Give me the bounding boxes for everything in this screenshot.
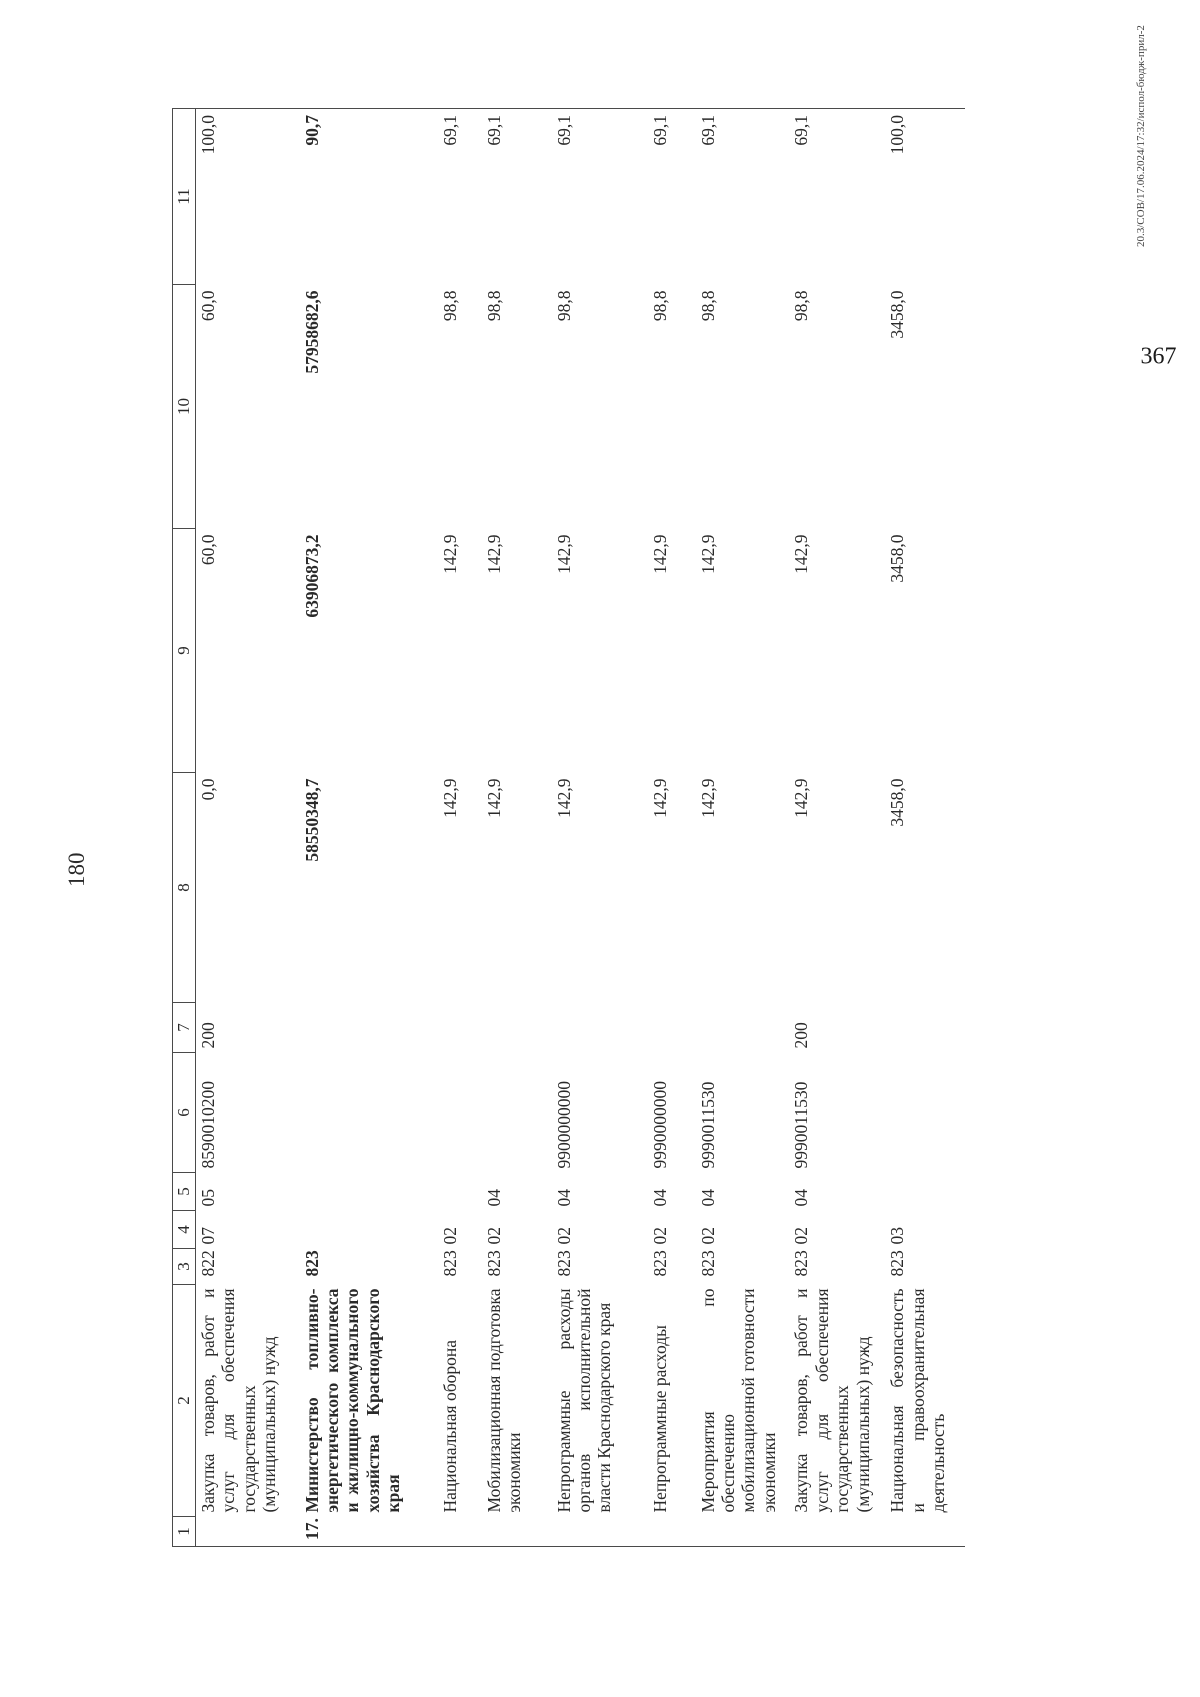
- cell-col-9: 60,0: [198, 534, 218, 566]
- cell-col-7: [438, 1003, 482, 1053]
- cell-col-5: 05: [198, 1189, 218, 1207]
- cell-col-11: 69,1: [482, 109, 552, 285]
- cell-col-3: 823: [483, 1250, 504, 1277]
- header-col-10: 10: [173, 285, 196, 529]
- cell-col-3: 823: [301, 1250, 322, 1277]
- table-row: [552, 109, 648, 1547]
- cell-col-9: 3458,0: [887, 534, 908, 583]
- header-col-6: 6: [173, 1053, 196, 1173]
- cell-col-1: [552, 1517, 648, 1547]
- cell-col-10: 3458,0: [887, 290, 908, 339]
- cell-col-8: 142,9: [483, 778, 504, 818]
- cell-col-4: 02: [697, 1227, 718, 1245]
- cell-col-6: 9990011530: [697, 1081, 718, 1169]
- table-row: [789, 109, 885, 1547]
- cell-col-7: [885, 1003, 965, 1053]
- cell-col-5: [300, 1173, 438, 1211]
- table-body: [196, 109, 966, 1547]
- table-row: [885, 109, 965, 1547]
- cell-col-11: 100,0: [196, 109, 300, 285]
- cell-col-1: [438, 1517, 482, 1547]
- cell-col-2: Мероприятия по обеспечению мобилизационной готовности экономики: [697, 1288, 779, 1513]
- cell-col-2: Национальная оборона: [439, 1340, 460, 1513]
- cell-col-7: [482, 1003, 552, 1053]
- cell-col-5: 04: [483, 1189, 504, 1207]
- cell-col-5: 04: [791, 1189, 812, 1207]
- cell-col-7: 200: [198, 1022, 218, 1049]
- cell-col-10: 98,8: [791, 290, 812, 322]
- cell-col-11: 69,1: [696, 109, 790, 285]
- cell-col-8: 142,9: [791, 778, 812, 818]
- cell-col-10: 57958682,6: [301, 290, 322, 374]
- cell-col-3: 822: [198, 1250, 218, 1277]
- cell-col-1: 17.: [300, 1517, 438, 1547]
- header-col-1: 1: [173, 1517, 196, 1547]
- cell-col-8: 142,9: [439, 778, 460, 818]
- column-number-row: [173, 109, 196, 1547]
- cell-col-10: 98,8: [697, 290, 718, 322]
- cell-col-1: [696, 1517, 790, 1547]
- cell-col-2: Закупка товаров, работ и услуг для обеспечения государственных (муниципальных) нужд: [198, 1288, 280, 1513]
- cell-col-8: 58550348,7: [301, 778, 322, 862]
- cell-col-1: [196, 1517, 300, 1547]
- cell-col-8: 142,9: [553, 778, 574, 818]
- cell-col-10: 60,0: [198, 290, 218, 322]
- cell-col-6: [482, 1053, 552, 1173]
- header-col-9: 9: [173, 529, 196, 773]
- cell-col-5: 04: [697, 1189, 718, 1207]
- cell-col-3: 823: [649, 1250, 670, 1277]
- sheet-number: 367: [1140, 343, 1177, 370]
- cell-col-6: 9990000000: [649, 1081, 670, 1169]
- cell-col-11: 90,7: [300, 109, 438, 285]
- cell-col-3: 823: [887, 1250, 908, 1277]
- header-col-8: 8: [173, 773, 196, 1003]
- cell-col-11: 69,1: [438, 109, 482, 285]
- cell-col-1: [482, 1517, 552, 1547]
- cell-col-6: 8590010200: [198, 1081, 218, 1169]
- cell-col-4: 02: [483, 1227, 504, 1245]
- cell-col-9: 142,9: [439, 534, 460, 574]
- cell-col-7: [552, 1003, 648, 1053]
- cell-col-6: [300, 1053, 438, 1173]
- table-row: [648, 109, 696, 1547]
- cell-col-9: 142,9: [483, 534, 504, 574]
- header-col-11: 11: [173, 109, 196, 285]
- cell-col-8: 142,9: [697, 778, 718, 818]
- cell-col-5: 04: [649, 1189, 670, 1207]
- header-col-2: 2: [173, 1285, 196, 1517]
- cell-col-10: 98,8: [483, 290, 504, 322]
- table-row: [300, 109, 438, 1547]
- cell-col-4: 02: [553, 1227, 574, 1245]
- cell-col-3: 823: [553, 1250, 574, 1277]
- header-col-4: 4: [173, 1211, 196, 1249]
- cell-col-10: 98,8: [553, 290, 574, 322]
- cell-col-5: 04: [553, 1189, 574, 1207]
- cell-col-11: 100,0: [885, 109, 965, 285]
- cell-col-9: 142,9: [553, 534, 574, 574]
- cell-col-7: [696, 1003, 790, 1053]
- budget-table: [172, 108, 965, 1547]
- cell-col-7: 200: [791, 1022, 812, 1049]
- cell-col-9: 142,9: [791, 534, 812, 574]
- cell-col-9: 142,9: [649, 534, 670, 574]
- file-code: 20.3/СОВ/17.06.2024/17:32/испол-бюдж-прил-2: [1135, 25, 1147, 247]
- cell-col-11: 69,1: [789, 109, 885, 285]
- cell-col-6: [885, 1053, 965, 1173]
- header-col-5: 5: [173, 1173, 196, 1211]
- cell-col-2: Непрограммные расходы органов исполнительной власти Краснодарского края: [553, 1288, 615, 1513]
- table-row: [482, 109, 552, 1547]
- cell-col-4: 07: [198, 1227, 218, 1245]
- cell-col-6: 9990011530: [791, 1081, 812, 1169]
- cell-col-7: [648, 1003, 696, 1053]
- cell-col-8: 3458,0: [887, 778, 908, 827]
- cell-col-10: 98,8: [649, 290, 670, 322]
- cell-col-2: Национальная безопасность и правоохранительная деятельность: [887, 1288, 949, 1513]
- cell-col-5: [438, 1173, 482, 1211]
- cell-col-7: [300, 1003, 438, 1053]
- table-row: [438, 109, 482, 1547]
- cell-col-1: [648, 1517, 696, 1547]
- cell-col-4: 02: [649, 1227, 670, 1245]
- cell-col-9: 63906873,2: [301, 534, 322, 618]
- cell-col-4: 02: [439, 1227, 460, 1245]
- cell-col-2: Мобилизационная подготовка экономики: [483, 1288, 524, 1513]
- cell-col-2: Непрограммные расходы: [649, 1325, 670, 1513]
- cell-col-1: [885, 1517, 965, 1547]
- table-row: [696, 109, 790, 1547]
- cell-col-8: 0,0: [198, 778, 218, 801]
- cell-col-9: 142,9: [697, 534, 718, 574]
- cell-col-8: 142,9: [649, 778, 670, 818]
- cell-col-4: [300, 1211, 438, 1249]
- cell-col-3: 823: [791, 1250, 812, 1277]
- table-row: [196, 109, 300, 1547]
- cell-col-11: 69,1: [648, 109, 696, 285]
- cell-col-5: [885, 1173, 965, 1211]
- cell-col-3: 823: [697, 1250, 718, 1277]
- cell-col-10: 98,8: [439, 290, 460, 322]
- cell-col-6: [438, 1053, 482, 1173]
- cell-col-11: 69,1: [552, 109, 648, 285]
- cell-col-6: 9900000000: [553, 1081, 574, 1169]
- cell-col-3: 823: [439, 1250, 460, 1277]
- cell-col-4: 03: [887, 1227, 908, 1245]
- cell-col-1: [789, 1517, 885, 1547]
- cell-col-2: Закупка товаров, работ и услуг для обеспечения государственных (муниципальных) нужд: [791, 1288, 873, 1513]
- header-col-7: 7: [173, 1003, 196, 1053]
- cell-col-4: 02: [791, 1227, 812, 1245]
- cell-col-2: Министерство топливно-энергетического комплекса и жилищно-коммунального хозяйства Краснодарского края: [301, 1288, 404, 1513]
- header-col-3: 3: [173, 1249, 196, 1285]
- page-number: 180: [64, 852, 89, 887]
